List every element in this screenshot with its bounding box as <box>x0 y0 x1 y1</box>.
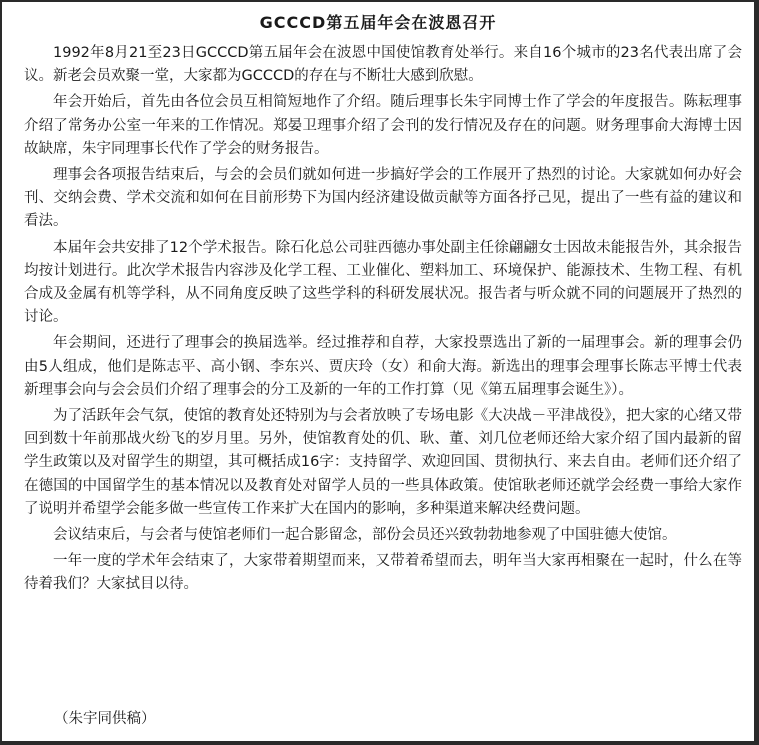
paragraph-2: 年会开始后，首先由各位会员互相简短地作了介绍。随后理事长朱宇同博士作了学会的年度报告。陈耘理事介绍了常务办公室一年来的工作情况。郑晏卫理事介绍了会刊的发行情况及存在的问题。财务理事俞大海博士因故缺席，朱宇同理事长代作了学会的财务报告。 <box>24 94 742 157</box>
author-signature: （朱宇同供稿） <box>54 711 156 727</box>
paragraph-6: 为了活跃年会气氛，使馆的教育处还特别为与会者放映了专场电影《大决战－平津战役》，把大家的心绪又带回到数十年前那战火纷飞的岁月里。另外，使馆教育处的仉、耿、董、刘几位老师还给大家介绍了国内最新的留学生政策以及对留学生的期望，其可概括成16字：支持留学、欢迎回国、贯彻执行、来去自由。老师们还介绍了在德国的中国留学生的基本情况以及教育处对留学人员的一些具体政策。使馆耿老师还就学会经费一事给大家作了说明并希望学会能多做一些宣传工作来扩大在国内的影响，多种渠道来解决经费问题。 <box>24 408 742 517</box>
paragraph-7: 会议结束后，与会者与使馆老师们一起合影留念，部份会员还兴致勃勃地参观了中国驻德大使馆。 <box>53 527 677 544</box>
paragraph-3: 理事会各项报告结束后，与会的会员们就如何进一步搞好学会的工作展开了热烈的讨论。大家就如何办好会刊、交纳会费、学术交流和如何在目前形势下为国内经济建设做贡献等方面各抒己见，提出了一些有益的建议和看法。 <box>24 167 742 230</box>
paragraph-1: 1992年8月21至23日GCCCD第五届年会在波恩中国使馆教育处举行。来自16个城市的23名代表出席了会议。新老会员欢聚一堂，大家都为GCCCD的存在与不断壮大感到欣慰。 <box>24 45 742 85</box>
paragraph-8: 一年一度的学术年会结束了，大家带着期望而来，又带着希望而去，明年当大家再相聚在一起时，什么在等待着我们？大家拭目以待。 <box>24 553 742 593</box>
paragraph-4: 本届年会共安排了12个学术报告。除石化总公司驻西德办事处副主任徐翩翩女士因故未能报告外，其余报告均按计划进行。此次学术报告内容涉及化学工程、工业催化、塑料加工、环境保护、能源技术、生物工程、有机合成及金属有机等学科，从不同角度反映了这些学科的科研发展状况。报告者与听众就不同的问题展开了热烈的讨论。 <box>24 239 742 326</box>
article-title: GCCCD第五届年会在波恩召开 <box>259 13 497 32</box>
paragraph-5: 年会期间，还进行了理事会的换届选举。经过推荐和自荐，大家投票选出了新的一届理事会。新的理事会仍由5人组成，他们是陈志平、高小钢、李东兴、贾庆玲（女）和俞大海。新选出的理事会理事长陈志平博士代表新理事会向与会会员们介绍了理事会的分工及新的一年的工作打算（见《第五届理事会诞生》）。 <box>24 335 742 398</box>
article-body <box>24 42 742 600</box>
